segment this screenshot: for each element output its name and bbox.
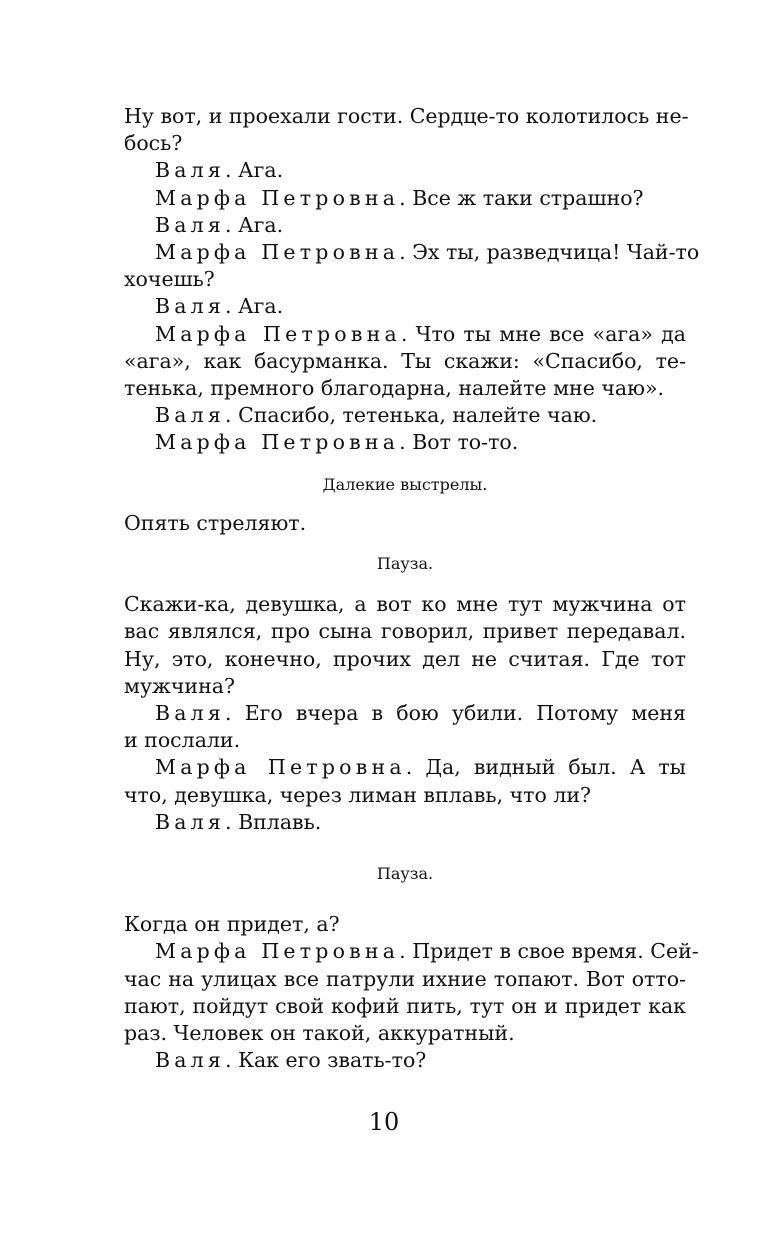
- dialog-text: . Вот то-то.: [399, 430, 519, 455]
- text-line: пают, пойдут свой кофий пить, тут он и придет как: [124, 993, 686, 1018]
- text-line: бось?: [124, 131, 183, 156]
- text-line: Скажи-ка, девушка, а вот ко мне тут мужчина от: [124, 592, 686, 617]
- dialog-line: [124, 185, 686, 212]
- speech-paragraph: [124, 911, 686, 938]
- dialog-line: [124, 700, 686, 754]
- speech-paragraph: [124, 510, 686, 537]
- speaker-name: Валя: [155, 212, 226, 237]
- dialog-text: . Вплавь.: [225, 809, 322, 834]
- dialog-text: . Да, видный был. А ты: [405, 755, 686, 780]
- speaker-name: Марфа Петровна: [155, 939, 400, 964]
- dialog-text: . Ага.: [225, 212, 284, 237]
- dialog-text: . Что ты мне все «ага» да: [400, 321, 686, 346]
- speaker-name: Марфа Петровна: [155, 321, 401, 346]
- speaker-name: Марфа Петровна: [155, 430, 400, 455]
- dialog-text: . Ага.: [225, 294, 284, 319]
- speaker-name: Валя: [155, 158, 226, 183]
- speaker-name: Валя: [155, 1048, 226, 1073]
- stage-direction: Пауза.: [376, 554, 434, 574]
- speech-paragraph: [124, 103, 689, 157]
- dialog-text: . Эх ты, разведчица! Чай-то: [399, 240, 700, 265]
- text-line: вас являлся, про сына говорил, привет передавал.: [124, 619, 686, 644]
- text-line: мужчина?: [124, 673, 235, 698]
- stage-direction: Пауза.: [376, 864, 434, 884]
- dialog-line: [124, 809, 686, 836]
- dialog-line: [124, 212, 686, 239]
- speaker-name: Валя: [155, 701, 226, 726]
- dialog-line: [124, 429, 686, 456]
- dialog-text: . Придет в свое время. Сей-: [399, 939, 699, 964]
- speech-paragraph: [124, 591, 686, 700]
- dialog-text: . Его вчера в бою убили. Потому меня: [225, 701, 686, 726]
- dialog-line: [124, 321, 686, 403]
- text-block: [124, 103, 700, 1075]
- text-line: Ну вот, и проехали гости. Сердце-то колотилось не-: [124, 104, 689, 128]
- dialog-line: [124, 157, 686, 184]
- dialog-text: . Спасибо, тетенька, налейте чаю.: [225, 403, 598, 428]
- dialog-line: [124, 938, 699, 1047]
- text-line: что, девушка, через лиман вплавь, что ли?: [124, 782, 592, 807]
- speaker-name: Марфа Петровна: [155, 755, 406, 780]
- text-line: Когда он придет, а?: [124, 912, 340, 937]
- speaker-name: Марфа Петровна: [155, 185, 400, 210]
- speaker-name: Валя: [155, 294, 226, 319]
- dialog-text: . Ага.: [225, 158, 284, 183]
- text-line: тенька, премного благодарна, налейте мне чаю».: [124, 376, 665, 401]
- text-line: час на улицах все патрули ихние топают. Вот отто-: [124, 966, 686, 991]
- speaker-name: Валя: [155, 809, 226, 834]
- text-line: Опять стреляют.: [124, 510, 307, 535]
- dialog-text: . Как его звать-то?: [225, 1048, 427, 1073]
- page-number: 10: [368, 1108, 400, 1136]
- dialog-line: [124, 293, 686, 320]
- dialog-line: [124, 1047, 686, 1074]
- dialog-line: [124, 239, 700, 293]
- text-line: хочешь?: [124, 267, 215, 292]
- stage-direction: Далекие выстрелы.: [322, 474, 488, 494]
- text-line: и послали.: [124, 728, 241, 753]
- text-line: раз. Человек он такой, аккуратный.: [124, 1021, 515, 1046]
- dialog-line: [124, 402, 686, 429]
- text-line: «ага», как басурманка. Ты скажи: «Спасибо, те-: [124, 348, 686, 373]
- speaker-name: Валя: [155, 403, 226, 428]
- speaker-name: Марфа Петровна: [155, 240, 400, 265]
- dialog-text: . Все ж таки страшно?: [399, 185, 644, 210]
- dialog-line: [124, 754, 686, 808]
- text-line: Ну, это, конечно, прочих дел не считая. Где тот: [124, 646, 686, 671]
